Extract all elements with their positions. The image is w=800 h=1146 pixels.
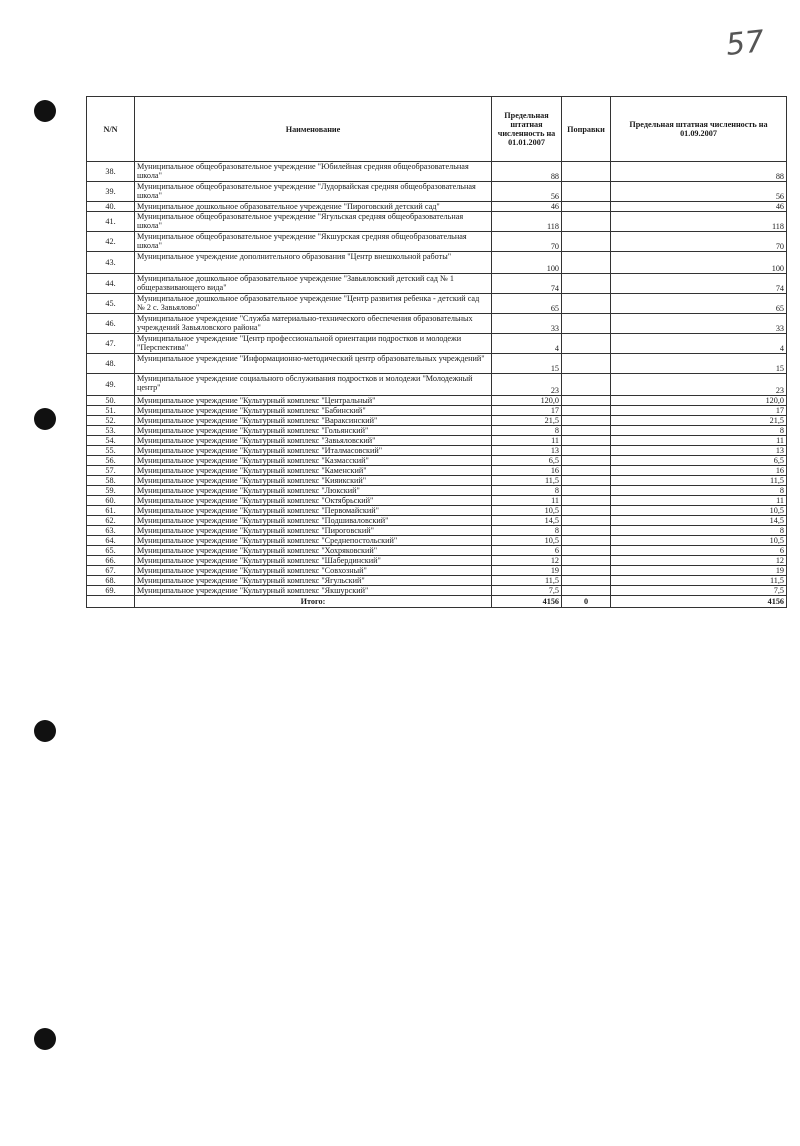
row-limit-0109: 8 <box>611 486 787 496</box>
row-name: Муниципальное учреждение дополнительного образования "Центр внешкольной работы" <box>135 252 492 274</box>
table-row <box>87 314 787 334</box>
row-name: Муниципальное учреждение "Культурный комплекс "Подшиваловский" <box>135 516 492 526</box>
table-row <box>87 486 787 496</box>
table-row <box>87 476 787 486</box>
table-row <box>87 294 787 314</box>
row-number: 58. <box>87 476 135 486</box>
row-limit-0101: 4 <box>492 334 562 354</box>
row-name: Муниципальное учреждение "Культурный комплекс "Первомайский" <box>135 506 492 516</box>
row-corrections <box>562 566 611 576</box>
row-limit-0109: 88 <box>611 162 787 182</box>
row-name: Муниципальное учреждение социального обслуживания подростков и молодежи "Молодежный центр" <box>135 374 492 396</box>
punch-hole-mark <box>34 408 56 430</box>
row-number: 64. <box>87 536 135 546</box>
row-limit-0109: 6 <box>611 546 787 556</box>
row-corrections <box>562 526 611 536</box>
row-number: 55. <box>87 446 135 456</box>
row-limit-0101: 14,5 <box>492 516 562 526</box>
row-limit-0109: 23 <box>611 374 787 396</box>
row-name: Муниципальное общеобразовательное учреждение "Лудорвайская средняя общеобразовательная школа" <box>135 182 492 202</box>
row-corrections <box>562 506 611 516</box>
row-name: Муниципальное учреждение "Культурный комплекс "Италмасовский" <box>135 446 492 456</box>
table-row <box>87 566 787 576</box>
row-name: Муниципальное общеобразовательное учреждение "Ягульская средняя общеобразовательная школа" <box>135 212 492 232</box>
row-limit-0101: 46 <box>492 202 562 212</box>
row-limit-0109: 10,5 <box>611 506 787 516</box>
row-corrections <box>562 232 611 252</box>
row-name: Муниципальное учреждение "Культурный комплекс "Совхозный" <box>135 566 492 576</box>
table-row <box>87 506 787 516</box>
row-limit-0101: 11 <box>492 496 562 506</box>
row-limit-0101: 16 <box>492 466 562 476</box>
table-row <box>87 496 787 506</box>
row-number: 50. <box>87 396 135 406</box>
row-number: 39. <box>87 182 135 202</box>
row-name: Муниципальное дошкольное образовательное учреждение "Центр развития ребенка - детский сад № 2 с. Завьялово" <box>135 294 492 314</box>
table-row <box>87 406 787 416</box>
header-limit-0109: Предельная штатная численность на 01.09.2007 <box>611 97 787 162</box>
table-row <box>87 546 787 556</box>
row-name: Муниципальное учреждение "Культурный комплекс "Люкский" <box>135 486 492 496</box>
row-corrections <box>562 466 611 476</box>
table-row <box>87 426 787 436</box>
row-corrections <box>562 182 611 202</box>
row-limit-0101: 100 <box>492 252 562 274</box>
row-limit-0109: 56 <box>611 182 787 202</box>
row-corrections <box>562 446 611 456</box>
row-corrections <box>562 374 611 396</box>
row-corrections <box>562 416 611 426</box>
row-name: Муниципальное учреждение "Культурный комплекс "Вараксинский" <box>135 416 492 426</box>
row-limit-0101: 11,5 <box>492 476 562 486</box>
row-number: 44. <box>87 274 135 294</box>
row-corrections <box>562 456 611 466</box>
row-name: Муниципальное учреждение "Культурный комплекс "Кияикский" <box>135 476 492 486</box>
row-limit-0101: 17 <box>492 406 562 416</box>
row-limit-0109: 7,5 <box>611 586 787 596</box>
row-number: 68. <box>87 576 135 586</box>
row-name: Муниципальное общеобразовательное учреждение "Якшурская средняя общеобразовательная школа" <box>135 232 492 252</box>
row-limit-0109: 21,5 <box>611 416 787 426</box>
row-corrections <box>562 202 611 212</box>
row-number: 45. <box>87 294 135 314</box>
row-limit-0109: 4 <box>611 334 787 354</box>
table-row <box>87 212 787 232</box>
table-row <box>87 162 787 182</box>
row-corrections <box>562 516 611 526</box>
row-limit-0101: 70 <box>492 232 562 252</box>
table-row <box>87 556 787 566</box>
row-number: 67. <box>87 566 135 576</box>
row-name: Муниципальное учреждение "Культурный комплекс "Завьяловский" <box>135 436 492 446</box>
row-number: 38. <box>87 162 135 182</box>
row-limit-0101: 65 <box>492 294 562 314</box>
row-name: Муниципальное общеобразовательное учреждение "Юбилейная средняя общеобразовательная школа" <box>135 162 492 182</box>
total-row <box>87 596 787 608</box>
row-limit-0109: 14,5 <box>611 516 787 526</box>
row-limit-0101: 88 <box>492 162 562 182</box>
row-limit-0101: 8 <box>492 426 562 436</box>
punch-hole-mark <box>34 1028 56 1050</box>
total-limit-0101: 4156 <box>492 596 562 608</box>
row-number: 63. <box>87 526 135 536</box>
row-limit-0109: 65 <box>611 294 787 314</box>
table-header-row <box>87 97 787 162</box>
row-limit-0101: 23 <box>492 374 562 396</box>
row-limit-0109: 11,5 <box>611 576 787 586</box>
row-limit-0109: 10,5 <box>611 536 787 546</box>
total-limit-0109: 4156 <box>611 596 787 608</box>
row-name: Муниципальное учреждение "Культурный комплекс "Бабинский" <box>135 406 492 416</box>
row-limit-0109: 100 <box>611 252 787 274</box>
row-number: 65. <box>87 546 135 556</box>
table-row <box>87 232 787 252</box>
row-number: 40. <box>87 202 135 212</box>
row-limit-0101: 19 <box>492 566 562 576</box>
row-limit-0109: 12 <box>611 556 787 566</box>
row-limit-0109: 33 <box>611 314 787 334</box>
row-limit-0101: 10,5 <box>492 536 562 546</box>
row-corrections <box>562 162 611 182</box>
header-name: Наименование <box>135 97 492 162</box>
row-limit-0109: 8 <box>611 526 787 536</box>
row-name: Муниципальное учреждение "Культурный комплекс "Октябрьский" <box>135 496 492 506</box>
row-name: Муниципальное учреждение "Культурный комплекс "Шабердинский" <box>135 556 492 566</box>
total-num-cell <box>87 596 135 608</box>
row-name: Муниципальное учреждение "Центр профессиональной ориентации подростков и молодежи "Перспектива" <box>135 334 492 354</box>
table-row <box>87 516 787 526</box>
row-number: 53. <box>87 426 135 436</box>
row-limit-0109: 46 <box>611 202 787 212</box>
table-row <box>87 536 787 546</box>
row-limit-0101: 120,0 <box>492 396 562 406</box>
row-number: 62. <box>87 516 135 526</box>
row-limit-0101: 11 <box>492 436 562 446</box>
handwritten-page-number: 57 <box>724 24 766 63</box>
row-corrections <box>562 334 611 354</box>
row-corrections <box>562 556 611 566</box>
header-corrections: Поправки <box>562 97 611 162</box>
row-limit-0101: 13 <box>492 446 562 456</box>
row-number: 59. <box>87 486 135 496</box>
row-limit-0109: 19 <box>611 566 787 576</box>
row-limit-0101: 7,5 <box>492 586 562 596</box>
row-corrections <box>562 314 611 334</box>
row-name: Муниципальное дошкольное образовательное учреждение "Завьяловский детский сад № 1 общеразвивающего вида" <box>135 274 492 294</box>
row-number: 60. <box>87 496 135 506</box>
table-row <box>87 446 787 456</box>
row-number: 57. <box>87 466 135 476</box>
table-row <box>87 576 787 586</box>
row-limit-0101: 6 <box>492 546 562 556</box>
row-corrections <box>562 354 611 374</box>
row-corrections <box>562 252 611 274</box>
row-limit-0109: 70 <box>611 232 787 252</box>
row-number: 61. <box>87 506 135 516</box>
row-limit-0101: 10,5 <box>492 506 562 516</box>
table-row <box>87 416 787 426</box>
table-row <box>87 456 787 466</box>
row-limit-0101: 8 <box>492 486 562 496</box>
row-number: 46. <box>87 314 135 334</box>
table-row <box>87 354 787 374</box>
row-corrections <box>562 536 611 546</box>
row-name: Муниципальное дошкольное образовательное учреждение "Пироговский детский сад" <box>135 202 492 212</box>
total-corrections: 0 <box>562 596 611 608</box>
staffing-table-container <box>86 96 786 608</box>
row-limit-0109: 17 <box>611 406 787 416</box>
row-corrections <box>562 406 611 416</box>
punch-hole-mark <box>34 720 56 742</box>
table-row <box>87 526 787 536</box>
total-label: Итого: <box>135 596 492 608</box>
row-limit-0101: 118 <box>492 212 562 232</box>
row-name: Муниципальное учреждение "Культурный комплекс "Гольянский" <box>135 426 492 436</box>
row-name: Муниципальное учреждение "Культурный комплекс "Среднепостольский" <box>135 536 492 546</box>
table-row <box>87 274 787 294</box>
row-name: Муниципальное учреждение "Культурный комплекс "Хохряковский" <box>135 546 492 556</box>
row-number: 52. <box>87 416 135 426</box>
header-num: N/N <box>87 97 135 162</box>
row-limit-0101: 56 <box>492 182 562 202</box>
row-limit-0101: 21,5 <box>492 416 562 426</box>
row-name: Муниципальное учреждение "Информационно-методический центр образовательных учреждений" <box>135 354 492 374</box>
row-corrections <box>562 274 611 294</box>
row-corrections <box>562 546 611 556</box>
row-name: Муниципальное учреждение "Культурный комплекс "Каменский" <box>135 466 492 476</box>
header-limit-0101: Предельная штатная численность на 01.01.2007 <box>492 97 562 162</box>
row-corrections <box>562 586 611 596</box>
staffing-table <box>86 96 787 608</box>
row-limit-0109: 74 <box>611 274 787 294</box>
table-row <box>87 396 787 406</box>
row-limit-0109: 16 <box>611 466 787 476</box>
row-corrections <box>562 436 611 446</box>
row-limit-0101: 74 <box>492 274 562 294</box>
table-row <box>87 252 787 274</box>
row-limit-0101: 8 <box>492 526 562 536</box>
row-name: Муниципальное учреждение "Культурный комплекс "Центральный" <box>135 396 492 406</box>
row-limit-0109: 118 <box>611 212 787 232</box>
row-corrections <box>562 496 611 506</box>
row-number: 42. <box>87 232 135 252</box>
row-number: 56. <box>87 456 135 466</box>
row-number: 47. <box>87 334 135 354</box>
row-limit-0109: 13 <box>611 446 787 456</box>
row-limit-0109: 6,5 <box>611 456 787 466</box>
row-limit-0109: 8 <box>611 426 787 436</box>
row-limit-0109: 11,5 <box>611 476 787 486</box>
row-corrections <box>562 396 611 406</box>
row-corrections <box>562 486 611 496</box>
row-limit-0109: 11 <box>611 496 787 506</box>
table-row <box>87 586 787 596</box>
row-limit-0101: 33 <box>492 314 562 334</box>
punch-hole-mark <box>34 100 56 122</box>
row-corrections <box>562 426 611 436</box>
row-limit-0109: 15 <box>611 354 787 374</box>
table-row <box>87 436 787 446</box>
row-number: 43. <box>87 252 135 274</box>
row-limit-0109: 120,0 <box>611 396 787 406</box>
row-name: Муниципальное учреждение "Культурный комплекс "Якшурский" <box>135 586 492 596</box>
row-limit-0109: 11 <box>611 436 787 446</box>
row-corrections <box>562 212 611 232</box>
row-limit-0101: 11,5 <box>492 576 562 586</box>
row-number: 41. <box>87 212 135 232</box>
row-number: 66. <box>87 556 135 566</box>
row-name: Муниципальное учреждение "Служба материально-технического обеспечения образовательных учреждений Завьяловского района" <box>135 314 492 334</box>
row-limit-0101: 12 <box>492 556 562 566</box>
row-limit-0101: 6,5 <box>492 456 562 466</box>
table-row <box>87 374 787 396</box>
row-number: 48. <box>87 354 135 374</box>
row-corrections <box>562 476 611 486</box>
row-name: Муниципальное учреждение "Культурный комплекс "Ягульский" <box>135 576 492 586</box>
row-corrections <box>562 294 611 314</box>
row-limit-0101: 15 <box>492 354 562 374</box>
row-number: 54. <box>87 436 135 446</box>
table-row <box>87 202 787 212</box>
table-row <box>87 466 787 476</box>
row-name: Муниципальное учреждение "Культурный комплекс "Пироговский" <box>135 526 492 536</box>
row-number: 69. <box>87 586 135 596</box>
row-name: Муниципальное учреждение "Культурный комплекс "Казмасский" <box>135 456 492 466</box>
row-number: 51. <box>87 406 135 416</box>
table-row <box>87 182 787 202</box>
table-row <box>87 334 787 354</box>
row-corrections <box>562 576 611 586</box>
row-number: 49. <box>87 374 135 396</box>
